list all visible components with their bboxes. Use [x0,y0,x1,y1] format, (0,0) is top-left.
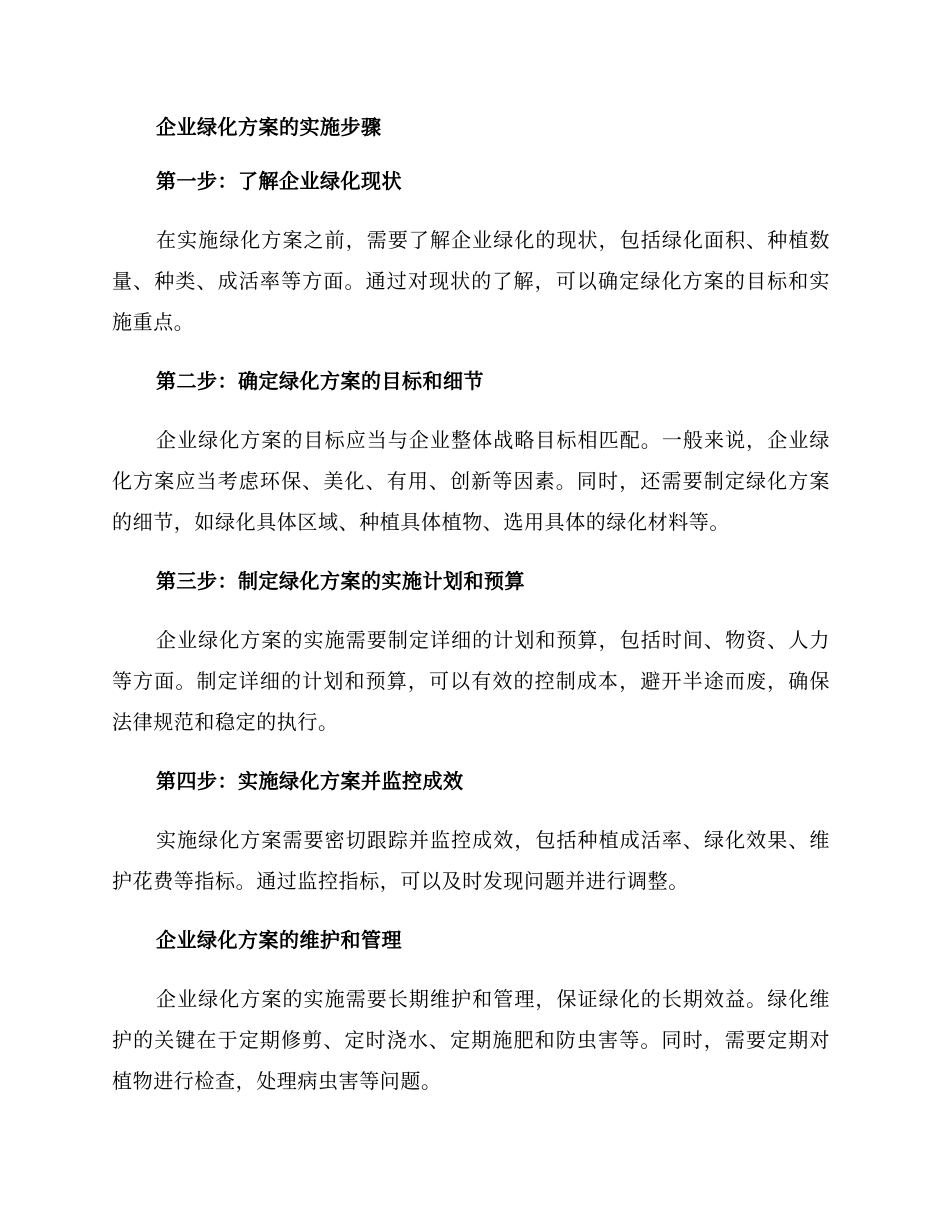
step-2-paragraph: 企业绿化方案的目标应当与企业整体战略目标相匹配。一般来说，企业绿化方案应当考虑环保、美化、有用、创新等因素。同时，还需要制定绿化方案的细节，如绿化具体区域、种植具体植物、选用具体的绿化材料等。 [112,428,830,534]
step-3-heading: 第三步：制定绿化方案的实施计划和预算 [156,569,525,593]
step-2-heading: 第二步：确定绿化方案的目标和细节 [156,369,484,393]
section-title-implementation-steps: 企业绿化方案的实施步骤 [156,115,382,139]
step-3-paragraph: 企业绿化方案的实施需要制定详细的计划和预算，包括时间、物资、人力等方面。制定详细的计划和预算，可以有效的控制成本，避开半途而废，确保法律规范和稳定的执行。 [112,628,830,734]
step-4-paragraph: 实施绿化方案需要密切跟踪并监控成效，包括种植成活率、绿化效果、维护花费等指标。通过监控指标，可以及时发现问题并进行调整。 [112,828,830,893]
document-body [112,112,830,1125]
step-4-heading: 第四步：实施绿化方案并监控成效 [156,769,464,793]
section-title-maintenance: 企业绿化方案的维护和管理 [156,928,402,952]
step-1-heading: 第一步：了解企业绿化现状 [156,169,402,193]
step-1-paragraph: 在实施绿化方案之前，需要了解企业绿化的现状，包括绿化面积、种植数量、种类、成活率等方面。通过对现状的了解，可以确定绿化方案的目标和实施重点。 [112,228,830,334]
maintenance-paragraph: 企业绿化方案的实施需要长期维护和管理，保证绿化的长期效益。绿化维护的关键在于定期修剪、定时浇水、定期施肥和防虫害等。同时，需要定期对植物进行检查，处理病虫害等问题。 [112,987,830,1093]
